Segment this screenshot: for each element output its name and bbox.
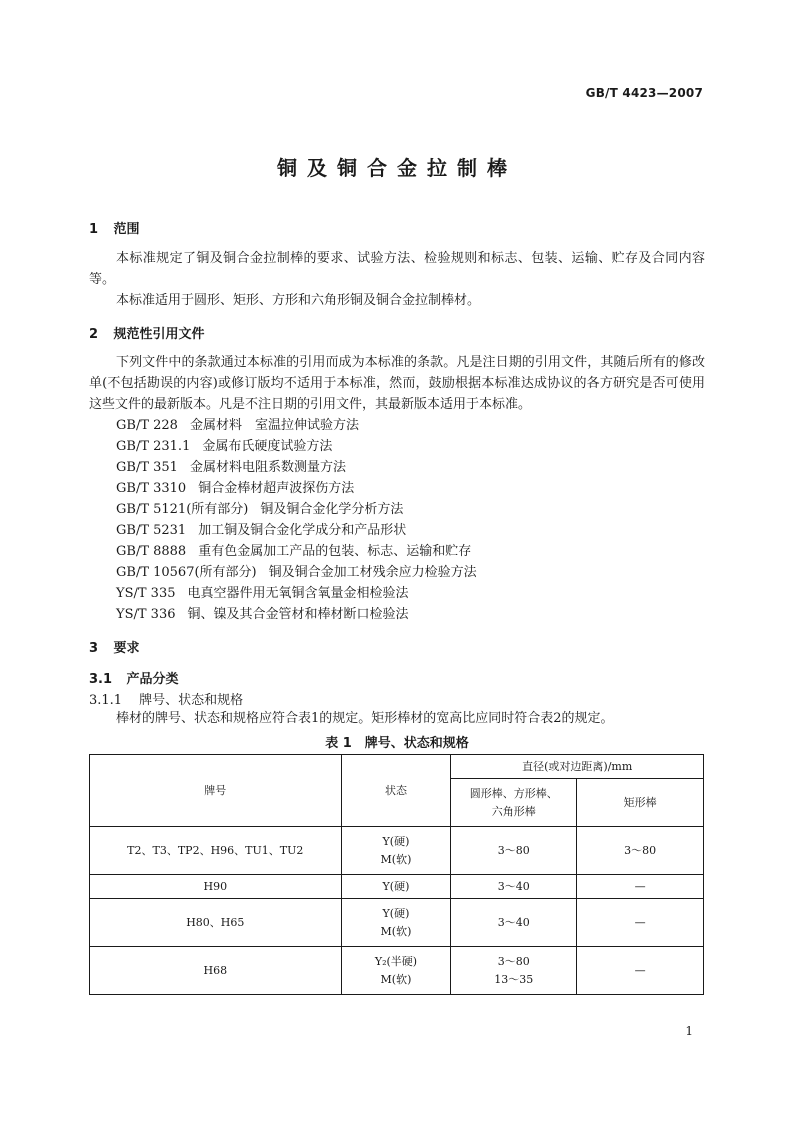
reference-code: GB/T 5231	[116, 523, 187, 538]
reference-item	[116, 583, 477, 604]
reference-item	[116, 541, 477, 562]
scope-paragraph-2: 本标准适用于圆形、矩形、方形和六角形铜及铜合金拉制棒材。	[116, 293, 481, 308]
cell-round: 3～40	[451, 875, 577, 899]
header-line: 圆形棒、方形棒、	[469, 786, 558, 800]
cell-state	[341, 899, 451, 947]
table-caption: 表 1 牌号、状态和规格	[325, 736, 469, 751]
references-intro: 下列文件中的条款通过本标准的引用而成为本标准的条款。凡是注日期的引用文件，其随后所有的修改单(不包括勘误的内容)或修订版均不适用于本标准，然而，鼓励根据本标准达成协议的各方研究是否可使用这些文件的最新版本。凡是不注日期的引用文件，其最新版本适用于本标准。	[89, 355, 705, 412]
section-title: 范围	[113, 222, 140, 237]
round-line: 13～35	[494, 972, 534, 986]
cell-grade: H68	[90, 947, 342, 995]
table-row	[90, 899, 704, 947]
reference-code: GB/T 231.1	[116, 439, 191, 454]
reference-name: 重有色金属加工产品的包装、标志、运输和贮存	[198, 544, 472, 559]
state-line: Y(硬)	[382, 906, 410, 920]
reference-code: GB/T 10567(所有部分)	[116, 565, 257, 580]
reference-name: 铜合金棒材超声波探伤方法	[198, 481, 355, 496]
reference-name: 金属布氏硬度试验方法	[202, 439, 333, 454]
round-line: 3～80	[497, 954, 530, 968]
subsection-3-1-1-heading	[89, 689, 243, 708]
state-line: Y(硬)	[382, 834, 410, 848]
cell-round: 3～80	[451, 827, 577, 875]
cell-grade: H90	[90, 875, 342, 899]
subsubsection-title: 牌号、状态和规格	[139, 693, 244, 708]
page-number: 1	[685, 1024, 693, 1038]
reference-list	[116, 415, 477, 625]
standard-code: GB/T 4423—2007	[585, 86, 703, 100]
reference-name: 金属材料 室温拉伸试验方法	[189, 418, 359, 433]
spec-table	[89, 754, 704, 995]
section-2-heading	[89, 323, 205, 342]
cell-rect: —	[577, 875, 704, 899]
header-state: 状态	[341, 755, 451, 827]
cell-round: 3～40	[451, 899, 577, 947]
cell-rect: 3～80	[577, 827, 704, 875]
state-line: M(软)	[380, 924, 412, 938]
state-line: M(软)	[380, 852, 412, 866]
reference-name: 铜、镍及其合金管材和棒材断口检验法	[187, 607, 409, 622]
section-1-heading	[89, 218, 140, 237]
section-title: 规范性引用文件	[113, 327, 205, 342]
header-rect: 矩形棒	[577, 779, 704, 827]
reference-item	[116, 562, 477, 583]
state-line: M(软)	[380, 972, 412, 986]
reference-code: GB/T 228	[116, 418, 178, 433]
table-row	[90, 875, 704, 899]
header-grade: 牌号	[90, 755, 342, 827]
subsection-number: 3.1	[89, 672, 113, 687]
reference-name: 铜及铜合金化学分析方法	[260, 502, 404, 517]
header-diameter: 直径(或对边距离)/mm	[451, 755, 704, 779]
reference-item	[116, 415, 477, 436]
reference-item	[116, 457, 477, 478]
section-number: 1	[89, 222, 99, 237]
subsection-title: 产品分类	[126, 672, 179, 687]
cell-grade: T2、T3、TP2、H96、TU1、TU2	[90, 827, 342, 875]
reference-item	[116, 520, 477, 541]
requirements-text: 棒材的牌号、状态和规格应符合表1的规定。矩形棒材的宽高比应同时符合表2的规定。	[116, 711, 614, 726]
document-title: 铜及铜合金拉制棒	[277, 156, 517, 180]
header-line: 六角形棒	[491, 804, 536, 818]
reference-name: 电真空器件用无氧铜含氧量金相检验法	[187, 586, 409, 601]
reference-item	[116, 436, 477, 457]
section-number: 3	[89, 641, 99, 656]
reference-name: 铜及铜合金加工材残余应力检验方法	[268, 565, 477, 580]
table-row	[90, 827, 704, 875]
reference-name: 金属材料电阻系数测量方法	[189, 460, 346, 475]
section-title: 要求	[113, 641, 140, 656]
reference-code: GB/T 351	[116, 460, 178, 475]
header-round-square-hex	[451, 779, 577, 827]
reference-name: 加工铜及铜合金化学成分和产品形状	[198, 523, 407, 538]
section-3-heading	[89, 637, 140, 656]
section-number: 2	[89, 327, 99, 342]
reference-code: GB/T 8888	[116, 544, 187, 559]
reference-item	[116, 499, 477, 520]
cell-grade: H80、H65	[90, 899, 342, 947]
state-line: Y₂(半硬)	[374, 954, 418, 968]
reference-code: GB/T 5121(所有部分)	[116, 502, 249, 517]
reference-code: GB/T 3310	[116, 481, 187, 496]
cell-state	[341, 947, 451, 995]
cell-rect: —	[577, 947, 704, 995]
cell-round	[451, 947, 577, 995]
scope-paragraph-1: 本标准规定了铜及铜合金拉制棒的要求、试验方法、检验规则和标志、包装、运输、贮存及合同内容等。	[89, 251, 705, 287]
reference-code: YS/T 336	[116, 607, 176, 622]
cell-state: Y(硬)	[341, 875, 451, 899]
subsubsection-number: 3.1.1	[89, 693, 123, 708]
table-row	[90, 947, 704, 995]
reference-code: YS/T 335	[116, 586, 176, 601]
reference-item	[116, 604, 477, 625]
cell-rect: —	[577, 899, 704, 947]
subsection-3-1-heading	[89, 668, 179, 687]
table-header-row	[90, 755, 704, 779]
cell-state	[341, 827, 451, 875]
reference-item	[116, 478, 477, 499]
